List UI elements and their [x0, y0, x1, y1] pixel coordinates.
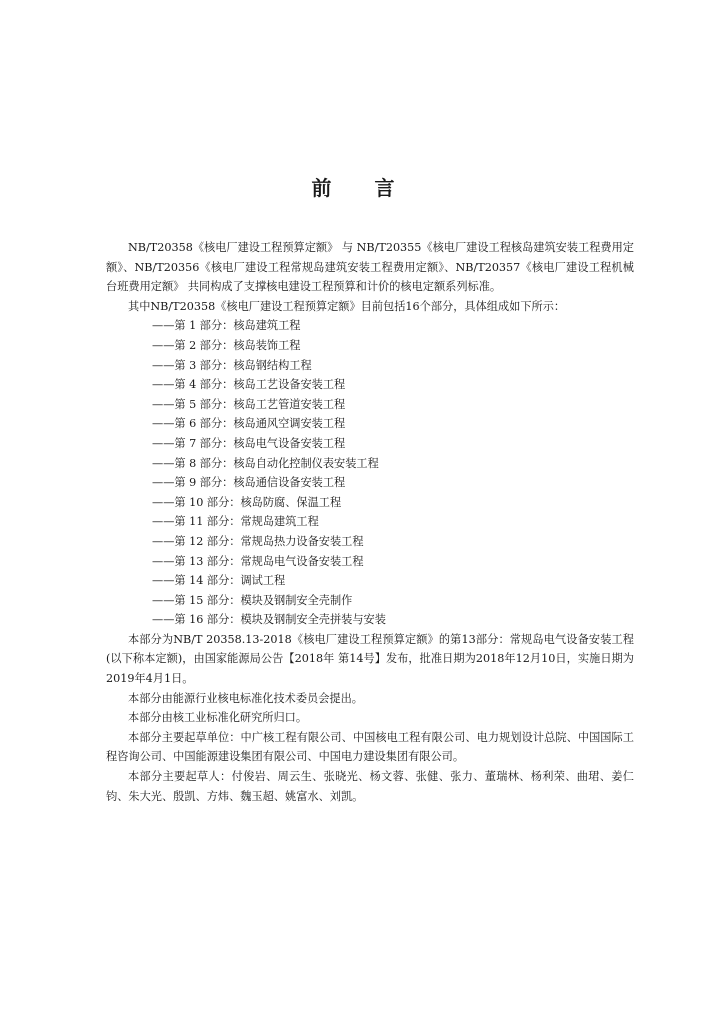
list-item: ——第 1 部分：核岛建筑工程	[152, 319, 301, 333]
page-title: 前 言	[311, 176, 413, 200]
list-item: ——第 15 部分：模块及钢制安全壳制作	[152, 593, 353, 607]
composition-intro: 其中NB/T20358《核电厂建设工程预算定额》目前包括16个部分，具体组成如下所示：	[128, 299, 566, 313]
list-item: ——第 14 部分：调试工程	[152, 574, 286, 588]
list-item: ——第 10 部分：核岛防腐、保温工程	[152, 495, 342, 509]
list-item: ——第 16 部分：模块及钢制安全壳拼装与安装	[152, 613, 386, 627]
list-item: ——第 2 部分：核岛装饰工程	[152, 338, 301, 352]
list-item: ——第 11 部分：常规岛建筑工程	[152, 515, 319, 529]
drafting-units: 本部分主要起草单位：中广核工程有限公司、中国核电工程有限公司、电力规划设计总院、中国国际工程咨询公司、中国能源建设集团有限公司、中国电力建设集团有限公司。	[106, 730, 634, 764]
list-item: ——第 8 部分：核岛自动化控制仪表安装工程	[152, 456, 379, 470]
list-item: ——第 7 部分：核岛电气设备安装工程	[152, 436, 346, 450]
list-item: ——第 9 部分：核岛通信设备安装工程	[152, 476, 346, 490]
parts-list	[106, 316, 634, 630]
intro-paragraph: NB/T20358《核电厂建设工程预算定额》 与 NB/T20355《核电厂建设工程核岛建筑安装工程费用定额》、NB/T20356《核电厂建设工程常规岛建筑安装工程费用定额》、NB/T20357《核电厂建设工程机械台班费用定额》 共同构成了支撑核电建设工程预算和计价的核电定额系列标准。	[106, 241, 634, 294]
drafters: 本部分主要起草人：付俊岩、周云生、张晓光、杨文蓉、张健、张力、董瑞林、杨利荣、曲珺、姜仁钧、朱大光、殷凯、方炜、魏玉超、姚富水、刘凯。	[106, 770, 634, 803]
scope-paragraph: 本部分为NB/T 20358.13-2018《核电厂建设工程预算定额》的第13部分：常规岛电气设备安装工程(以下称本定额)，由国家能源局公告【2018年 第14号】发布，批准日期为2018年12月10日，实施日期为2019年4月1日。	[106, 632, 634, 686]
proposed-by: 本部分由能源行业核电标准化技术委员会提出。	[128, 691, 363, 705]
list-item: ——第 13 部分：常规岛电气设备安装工程	[152, 554, 364, 568]
list-item: ——第 6 部分：核岛通风空调安装工程	[152, 417, 346, 431]
list-item: ——第 4 部分：核岛工艺设备安装工程	[152, 378, 346, 392]
managed-by: 本部分由核工业标准化研究所归口。	[128, 711, 308, 725]
preface-body	[106, 238, 634, 806]
list-item: ——第 12 部分：常规岛热力设备安装工程	[152, 534, 364, 548]
list-item: ——第 5 部分：核岛工艺管道安装工程	[152, 397, 346, 411]
list-item: ——第 3 部分：核岛钢结构工程	[152, 358, 312, 372]
